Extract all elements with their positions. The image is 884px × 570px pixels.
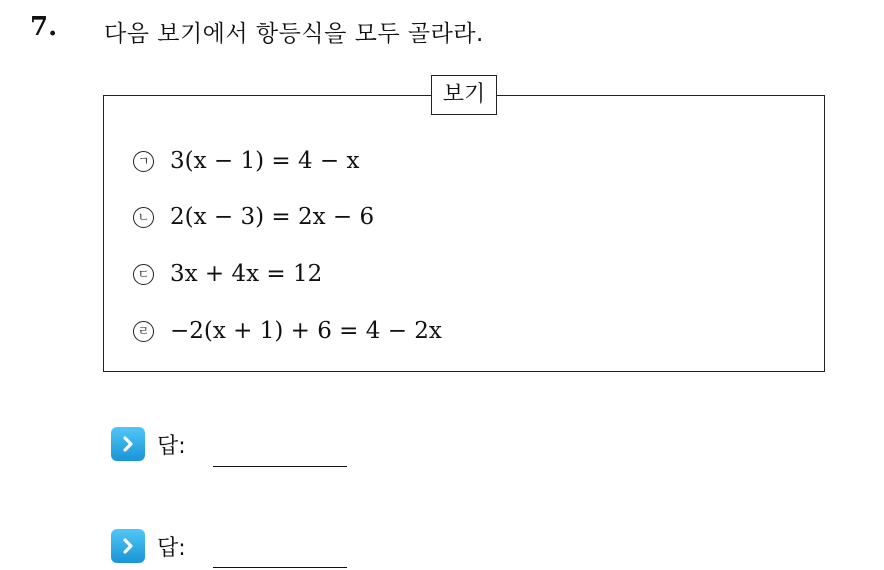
choice-expression: −2(x + 1) + 6 = 4 − 2x [170,318,442,344]
choice-item [133,316,442,346]
answer-row-2 [111,528,186,564]
choice-item [133,202,374,232]
answer-blank-1[interactable] [213,466,347,467]
answer-blank-2[interactable] [213,567,347,568]
choice-item [133,259,322,289]
chevron-right-icon [111,427,145,461]
question-text: 다음 보기에서 항등식을 모두 골라라. [104,21,484,47]
answer-label: 답: [157,433,186,459]
question-number: 7. [30,12,58,42]
choice-marker-digeut: ㄷ [133,264,154,285]
choice-expression: 2(x − 3) = 2x − 6 [170,204,375,230]
choice-marker-rieul: ㄹ [133,321,154,342]
chevron-right-icon [111,529,145,563]
choice-expression: 3x + 4x = 12 [170,261,323,287]
choices-box-title: 보기 [431,75,497,115]
choice-item [133,146,359,176]
choice-marker-nieun: ㄴ [133,207,154,228]
choice-marker-giyeok: ㄱ [133,151,154,172]
answer-label: 답: [157,535,186,561]
choice-expression: 3(x − 1) = 4 − x [170,148,360,174]
answer-row-1 [111,426,186,462]
